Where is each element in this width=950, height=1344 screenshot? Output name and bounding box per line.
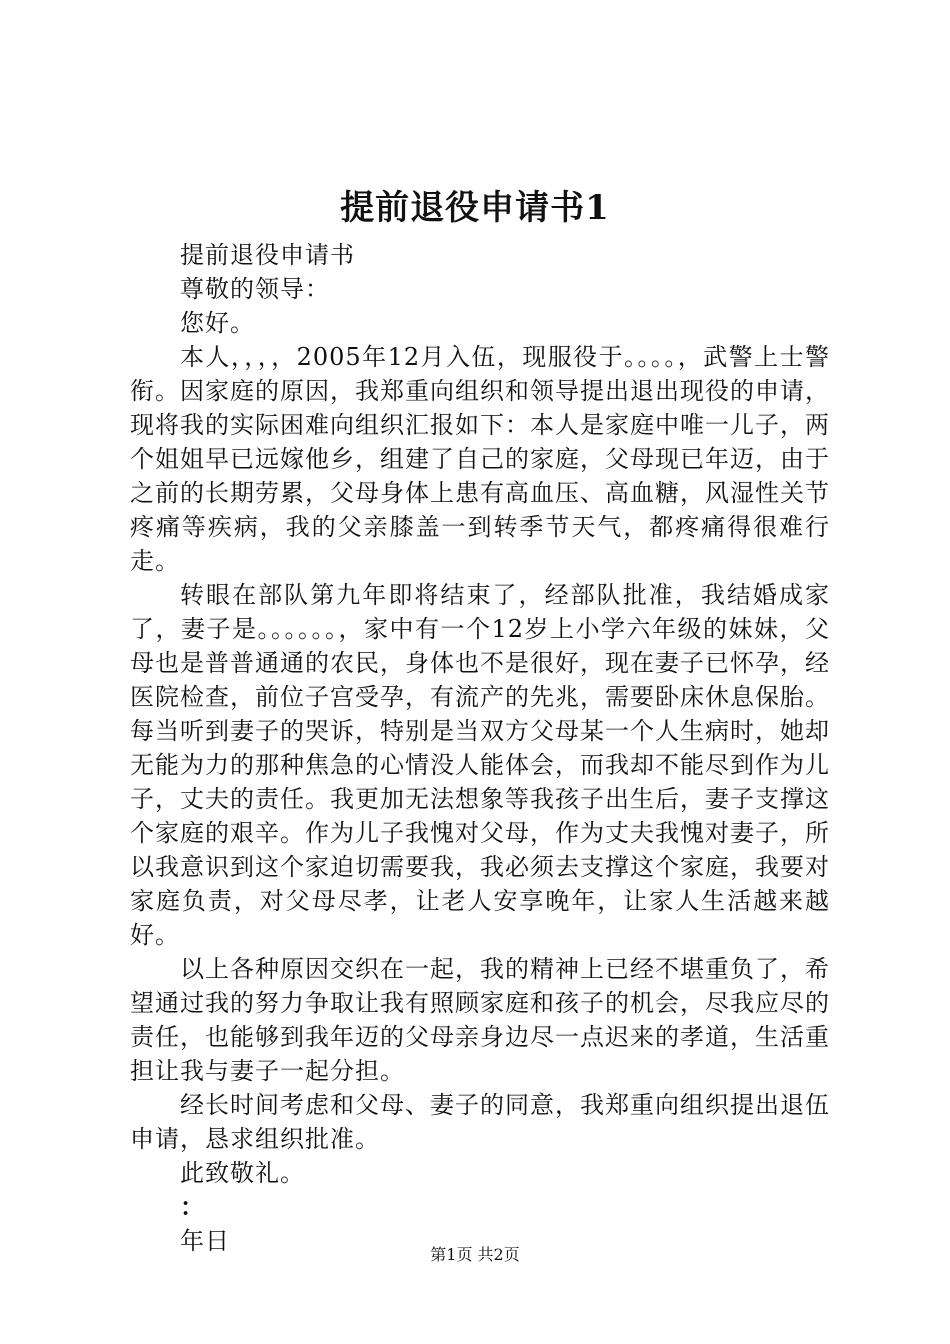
page-number: 第1页 [430,1245,473,1264]
letter-heading: 提前退役申请书 [180,241,355,269]
document-title: 提前退役申请书1 [340,188,610,228]
body-paragraph: 经长时间考虑和父母、妻子的同意，我郑重向组织提出退伍申请，恳求组织批准。 [130,1091,830,1153]
closing: 此致敬礼。 [180,1159,305,1187]
salutation: 尊敬的领导： [180,275,330,303]
greeting: 您好。 [180,309,255,337]
document-body [130,238,830,1258]
signature-line: ： [180,1192,205,1221]
body-paragraph: 以上各种原因交织在一起，我的精神上已经不堪重负了，希望通过我的努力争取让我有照顾家庭和孩子的机会，尽我应尽的责任，也能够到我年迈的父母亲身边尽一点迟来的孝道，生活重担让我与妻子一起分担。 [130,955,830,1085]
page-total: 共2页 [477,1245,520,1264]
body-paragraph: 本人，，，，2005年12月入伍，现服役于。。。。，武警上士警衔。因家庭的原因，我郑重向组织和领导提出退出现役的申请，现将我的实际困难向组织汇报如下：本人是家庭中唯一儿子，两个姐姐早已远嫁他乡，组建了自己的家庭，父母现已年迈，由于之前的长期劳累，父母身体上患有高血压、高血糖，风湿性关节疼痛等疾病，我的父亲膝盖一到转季节天气，都疼痛得很难行走。 [130,343,830,575]
body-paragraph: 转眼在部队第九年即将结束了，经部队批准，我结婚成家了，妻子是。。。。。。，家中有一个12岁上小学六年级的妹妹，父母也是普普通通的农民，身体也不是很好，现在妻子已怀孕，经医院检查，前位子宫受孕，有流产的先兆，需要卧床休息保胎。每当听到妻子的哭诉，特别是当双方父母某一个人生病时，她却无能为力的那种焦急的心情没人能体会，而我却不能尽到作为儿子，丈夫的责任。我更加无法想象等我孩子出生后，妻子支撑这个家庭的艰辛。作为儿子我愧对父母，作为丈夫我愧对妻子，所以我意识到这个家迫切需要我，我必须去支撑这个家庭，我要对家庭负责，对父母尽孝，让老人安享晚年，让家人生活越来越好。 [130,581,830,949]
page-footer [0,1243,950,1267]
date-line: 年日 [180,1227,230,1255]
